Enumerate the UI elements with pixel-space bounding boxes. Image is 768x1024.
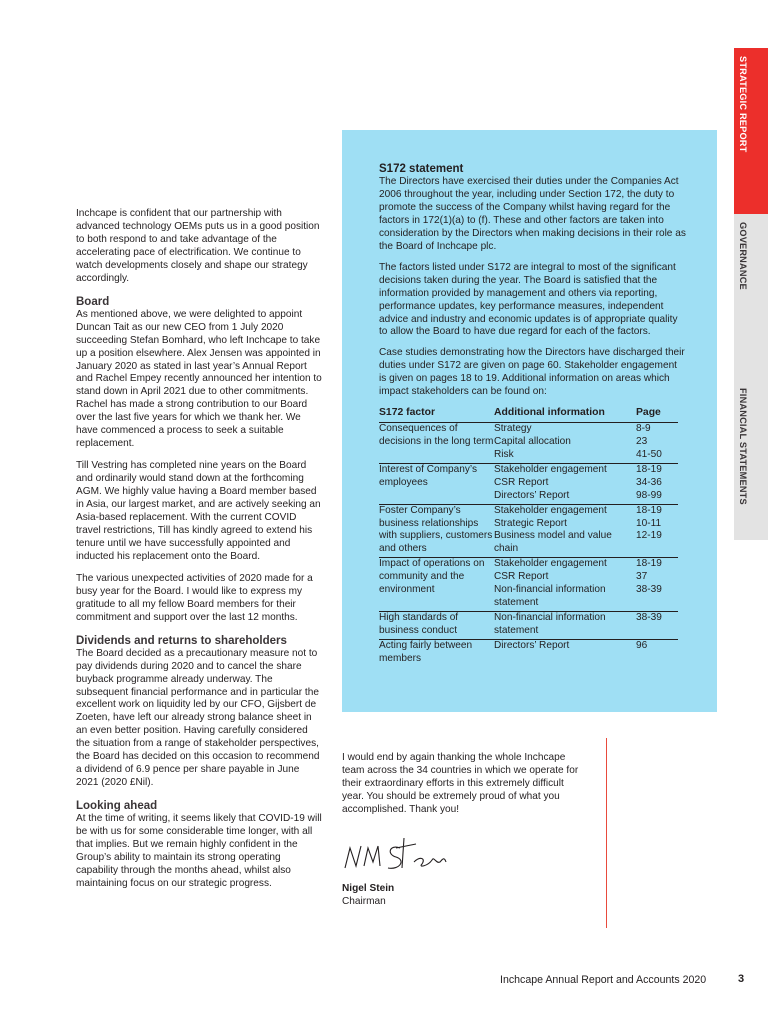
- table-row: [379, 423, 678, 464]
- additional-info-item: Non-financial information statement: [494, 584, 606, 608]
- page-reference: 34-36: [636, 476, 662, 488]
- factor-cell: Interest of Company’s employees: [379, 463, 494, 504]
- additional-info-cell: [494, 504, 636, 558]
- additional-info-cell: [494, 423, 636, 464]
- page-reference: 37: [636, 571, 648, 583]
- additional-info-item: Strategic Report: [494, 517, 567, 529]
- page-reference: 8-9: [636, 423, 651, 435]
- additional-info-item: Capital allocation: [494, 436, 571, 448]
- page-reference: 96: [636, 639, 648, 651]
- page-reference: 23: [636, 436, 648, 448]
- signature-image: [342, 826, 462, 876]
- page-reference: 38-39: [636, 584, 662, 596]
- factor-cell: High standards of business conduct: [379, 611, 494, 639]
- additional-info-cell: [494, 639, 636, 666]
- additional-info-cell: [494, 558, 636, 612]
- dividends-paragraph: The Board decided as a precautionary measure not to pay dividends during 2020 and to cancel the share buyback programme already underway. The subsequent financial performance and in particular the excellent work on liquidity led by our CFO, Gijsbert de Zoeten, have left our already strong balance sheet in an even better position. Having carefully considered the situation from a range of stakeholder perspectives, the Board has decided on this occasion to recommend a dividend of 6.9 pence per share payable in June 2021 (2020 £Nil).: [76, 647, 320, 789]
- table-header-row: [379, 407, 678, 422]
- factor-cell: Impact of operations on community and the environment: [379, 558, 494, 612]
- s172-paragraph-2: The factors listed under S172 are integral to most of the significant decisions taken during the year. The Board is satisfied that the information provided by management and others via reporting, performance updates, key performance measures, independent advice and industry and economic updates is of appropriate quality to allow the Board to have due regard for each of the factors.: [379, 261, 678, 338]
- page-cell: [636, 558, 678, 612]
- tab-governance[interactable]: [734, 214, 768, 380]
- page-reference: 41-50: [636, 448, 662, 460]
- s172-paragraph-1: The Directors have exercised their duties under the Companies Act 2006 throughout the year, including under Section 172, the duty to promote the success of the Company whilst having regard for the factors in 172(1)(a) to (f). These and other factors are taken into consideration by the Directors when making decisions in their role as the Board of Inchcape plc.: [379, 176, 686, 252]
- additional-info-item: CSR Report: [494, 571, 549, 583]
- signer-title: Chairman: [342, 896, 386, 907]
- left-column: [76, 208, 322, 900]
- looking-ahead-paragraph: At the time of writing, it seems likely that COVID-19 will be with us for some considerable time longer, with all that implies. But we remain highly confident in the Group’s ability to maintain its strong operating capability through the months ahead, whilst also maintaining focus on our strategic progress.: [76, 813, 322, 889]
- red-divider-line: [606, 738, 607, 928]
- table-body: [379, 423, 678, 667]
- looking-ahead-heading: Looking ahead: [76, 800, 158, 813]
- header-factor: S172 factor: [379, 407, 494, 422]
- s172-statement-box: [342, 130, 717, 712]
- tab-financial-statements[interactable]: [734, 380, 768, 540]
- additional-info-item: Business model and value chain: [494, 530, 612, 555]
- page-cell: [636, 423, 678, 464]
- s172-paragraph-3: Case studies demonstrating how the Directors have discharged their duties under S172 are given on page 60. Stakeholder engagement is given on pages 18 to 19. Additional information on areas which impact stakeholders can be found on:: [379, 347, 685, 398]
- s172-factors-table: [379, 407, 678, 666]
- table-row: [379, 639, 678, 666]
- additional-info-cell: [494, 463, 636, 504]
- closing-paragraph: I would end by again thanking the whole Inchcape team across the 34 countries in which we operate for their extraordinary efforts in this extremely difficult year. You should be extremely proud of what you accomplished. Thank you!: [342, 752, 579, 815]
- tab-financial-statements-label: FINANCIAL STATEMENTS: [738, 388, 748, 505]
- page-cell: [636, 611, 678, 639]
- page-number: 3: [738, 973, 745, 985]
- intro-paragraph: Inchcape is confident that our partnership with advanced technology OEMs puts us in a good position to both respond to and take advantage of the accelerating pace of electrification. We continue to watch developments closely and shape our strategy accordingly.: [76, 208, 320, 284]
- board-paragraph-1: As mentioned above, we were delighted to appoint Duncan Tait as our new CEO from 1 July 2020 succeeding Stefan Bomhard, who left Inchcape to take up a position elsewhere. Alex Jensen was appointed in January 2020 as stated in last year’s Annual Report and Rachel Empey recently announced her intention to stand down in April 2021 due to other commitments. Rachel has made a strong contribution to our Board over the last five years for which we thank her. We have commenced a process to seek a suitable replacement.: [76, 308, 322, 450]
- additional-info-item: Stakeholder engagement: [494, 504, 607, 516]
- header-additional-info: Additional information: [494, 407, 636, 422]
- board-paragraph-2: Till Vestring has completed nine years on the Board and ordinarily would stand down at the forthcoming AGM. We highly value having a Board member based in Asia, our largest market, and are actively seeking an Asia-based replacement. With the current COVID travel restrictions, Till has kindly agreed to extend his tenure until we have successfully appointed and inducted his replacement onto the Board.: [76, 460, 321, 562]
- additional-info-item: Stakeholder engagement: [494, 558, 607, 570]
- page-cell: [636, 639, 678, 666]
- tab-strategic-report[interactable]: [734, 48, 768, 214]
- additional-info-item: Strategy: [494, 423, 532, 435]
- additional-info-item: Directors’ Report: [494, 489, 570, 501]
- additional-info-cell: [494, 611, 636, 639]
- additional-info-item: Risk: [494, 448, 514, 460]
- table-row: [379, 611, 678, 639]
- dividends-heading: Dividends and returns to shareholders: [76, 634, 287, 647]
- footer-title: Inchcape Annual Report and Accounts 2020: [500, 974, 707, 986]
- tab-governance-label: GOVERNANCE: [738, 222, 748, 290]
- additional-info-item: Directors’ Report: [494, 639, 570, 651]
- signer-block: [342, 882, 394, 908]
- factor-cell: Consequences of decisions in the long term: [379, 423, 494, 464]
- page-reference: 18-19: [636, 558, 662, 570]
- page-cell: [636, 463, 678, 504]
- page-reference: 18-19: [636, 504, 662, 516]
- page-reference: 10-11: [636, 517, 662, 529]
- board-paragraph-3: The various unexpected activities of 2020 made for a busy year for the Board. I would like to express my gratitude to all my fellow Board members for their commitment and support over the last 12 months.: [76, 572, 313, 623]
- page-cell: [636, 504, 678, 558]
- page-reference: 98-99: [636, 489, 662, 501]
- page-reference: 18-19: [636, 463, 662, 475]
- factor-cell: Foster Company’s business relationships with suppliers, customers and others: [379, 504, 494, 558]
- closing-remarks: [342, 752, 587, 817]
- additional-info-item: CSR Report: [494, 476, 549, 488]
- table-row: [379, 463, 678, 504]
- page-reference: 12-19: [636, 530, 662, 542]
- tab-strategic-report-label: STRATEGIC REPORT: [738, 56, 748, 153]
- factor-cell: Acting fairly between members: [379, 639, 473, 664]
- additional-info-item: Stakeholder engagement: [494, 463, 607, 475]
- board-heading: Board: [76, 295, 110, 308]
- s172-heading: S172 statement: [379, 163, 464, 175]
- table-row: [379, 504, 678, 558]
- header-page: Page: [636, 407, 678, 422]
- additional-info-item: Non-financial information statement: [494, 611, 606, 636]
- page-reference: 38-39: [636, 611, 662, 623]
- signer-name: Nigel Stein: [342, 883, 395, 894]
- table-row: [379, 558, 678, 612]
- s172-content: [379, 162, 686, 666]
